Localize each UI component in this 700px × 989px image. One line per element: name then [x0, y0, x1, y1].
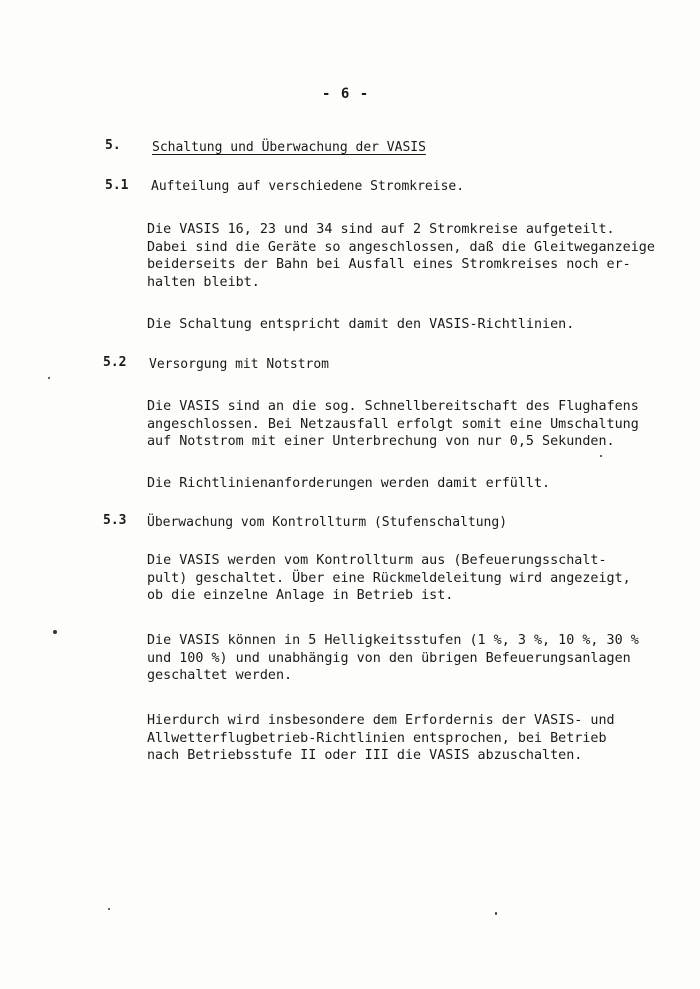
- paragraph-line: halten bleibt.: [147, 274, 260, 290]
- paragraph-line: Allwetterflugbetrieb-Richtlinien entsprochen, bei Betrieb: [147, 730, 607, 746]
- paragraph-line: nach Betriebsstufe II oder III die VASIS abzuschalten.: [147, 748, 583, 763]
- paragraph-line: pult) geschaltet. Über eine Rückmeldeleitung wird angezeigt,: [147, 570, 631, 586]
- paragraph-line: Die VASIS können in 5 Helligkeitsstufen (1 %, 3 %, 10 %, 30 %: [147, 633, 639, 648]
- paragraph-line: angeschlossen. Bei Netzausfall erfolgt somit eine Umschaltung: [147, 416, 639, 432]
- section-5-3-paragraph-1: [147, 552, 631, 605]
- section-5-number: 5.: [105, 138, 121, 153]
- paragraph-line: und 100 %) und unabhängig von den übrigen Befeuerungsanlagen: [147, 650, 631, 666]
- scan-speck: [53, 630, 57, 634]
- paragraph-line: Die VASIS 16, 23 und 34 sind auf 2 Stromkreise aufgeteilt.: [147, 222, 615, 237]
- scan-speck: [108, 908, 110, 910]
- paragraph-line: Die VASIS werden vom Kontrollturm aus (Befeuerungsschalt-: [147, 553, 607, 568]
- paragraph-line: Hierdurch wird insbesondere dem Erfordernis der VASIS- und: [147, 713, 615, 728]
- paragraph-line: Die VASIS sind an die sog. Schnellbereitschaft des Flughafens: [147, 399, 639, 414]
- section-5-title: Schaltung und Überwachung der VASIS: [152, 140, 426, 155]
- section-5-3-paragraph-3: [147, 712, 615, 765]
- page-number: - 6 -: [322, 86, 370, 102]
- section-5-2-paragraph-2: [147, 475, 550, 493]
- scan-speck: [48, 377, 50, 379]
- paragraph-line: Die Richtlinienanforderungen werden damit erfüllt.: [147, 476, 551, 491]
- paragraph-line: Die Schaltung entspricht damit den VASIS-Richtlinien.: [147, 317, 575, 332]
- paragraph-line: Dabei sind die Geräte so angeschlossen, daß die Gleitweganzeige: [147, 239, 655, 255]
- paragraph-line: geschaltet werden.: [147, 668, 293, 683]
- section-5-2-number: 5.2: [103, 355, 127, 370]
- section-5-3-number: 5.3: [103, 513, 127, 528]
- scan-speck: [600, 455, 602, 457]
- section-5-1-number: 5.1: [105, 178, 129, 193]
- paragraph-line: beiderseits der Bahn bei Ausfall eines Stromkreises noch er-: [147, 257, 631, 272]
- section-5-2-title: Versorgung mit Notstrom: [149, 357, 330, 372]
- section-5-3-paragraph-2: [147, 632, 639, 685]
- section-5-2-paragraph-1: [147, 398, 639, 451]
- scan-speck: [495, 912, 497, 915]
- section-5-1-paragraph-2: [147, 316, 574, 334]
- paragraph-line: auf Notstrom mit einer Unterbrechung von nur 0,5 Sekunden.: [147, 434, 615, 449]
- paragraph-line: ob die einzelne Anlage in Betrieb ist.: [147, 588, 454, 603]
- section-5-3-title: Überwachung vom Kontrollturm (Stufenschaltung): [147, 515, 508, 530]
- section-5-1-paragraph-1: [147, 221, 655, 291]
- section-5-1-title: Aufteilung auf verschiedene Stromkreise.: [151, 179, 465, 194]
